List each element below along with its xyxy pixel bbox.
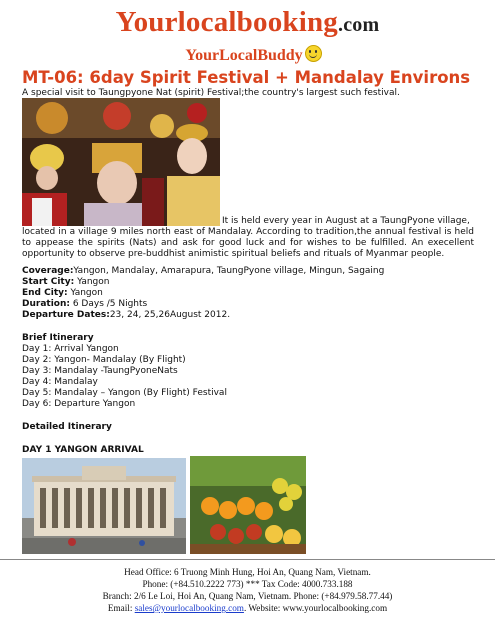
footer-head-office: Head Office: 6 Truong Minh Hung, Hoi An, Quang Nam, Vietnam. (124, 567, 371, 577)
brand-name: Yourlocalbooking.com (115, 6, 380, 38)
email-link[interactable]: sales@yourlocalbooking.com (134, 603, 244, 613)
start-city-row: Start City: Yangon (22, 277, 110, 287)
departure-row: Departure Dates:23, 24, 25,26August 2012. (22, 310, 231, 320)
footer-phone: Phone: (+84.510.2222 773) *** Tax Code: 4000.733.188 (142, 579, 353, 589)
page-title: MT-06: 6day Spirit Festival + Mandalay Environs (22, 68, 471, 87)
itinerary-day: Day 2: Yangon- Mandalay (By Flight) (22, 355, 186, 365)
footer-branch: Branch: 2/6 Le Loi, Hoi An, Quang Nam, Vietnam. Phone: (+84.979.58.77.44) (102, 591, 393, 601)
day1-heading: DAY 1 YANGON ARRIVAL (22, 445, 144, 455)
colonial-building-photo (22, 458, 186, 554)
itinerary-day: Day 1: Arrival Yangon (22, 344, 119, 354)
intro-text: A special visit to Taungpyone Nat (spirit) Festival;the country's largest such festival. (22, 88, 400, 98)
festival-photo (22, 98, 220, 226)
itinerary-day: Day 6: Departure Yangon (22, 399, 136, 409)
itinerary-day: Day 3: Mandalay -TaungPyoneNats (22, 366, 178, 376)
site-logo[interactable] (0, 6, 495, 65)
page-footer (0, 559, 495, 614)
brand-tagline: YourLocalBuddy (6, 45, 495, 65)
detailed-itinerary-heading: Detailed Itinerary (22, 422, 112, 432)
fruit-market-photo (190, 456, 306, 554)
smiley-icon (305, 45, 322, 62)
itinerary-day: Day 4: Mandalay (22, 377, 98, 387)
end-city-row: End City: Yangon (22, 288, 103, 298)
description-paragraph: It is held every year in August at a TaungPyone village, located in a village 9 miles north east of Mandalay. According to tradition,the annual festival is held to appease the spirits (Nats) and ask for good luck and for wishes to be fulfilled. An execellent opportunity to observe pre-buddhist animistic spiritual beliefs and rituals of Myanmar people. (22, 216, 474, 259)
duration-row: Duration: 6 Days /5 Nights (22, 299, 148, 309)
footer-contact: Email: sales@yourlocalbooking.com. Website: www.yourlocalbooking.com (107, 603, 388, 613)
brief-itinerary-heading: Brief Itinerary (22, 333, 94, 343)
coverage-row: Coverage:Yangon, Mandalay, Amarapura, TaungPyone village, Mingun, Sagaing (22, 266, 385, 276)
itinerary-day: Day 5: Mandalay – Yangon (By Flight) Festival (22, 388, 227, 398)
